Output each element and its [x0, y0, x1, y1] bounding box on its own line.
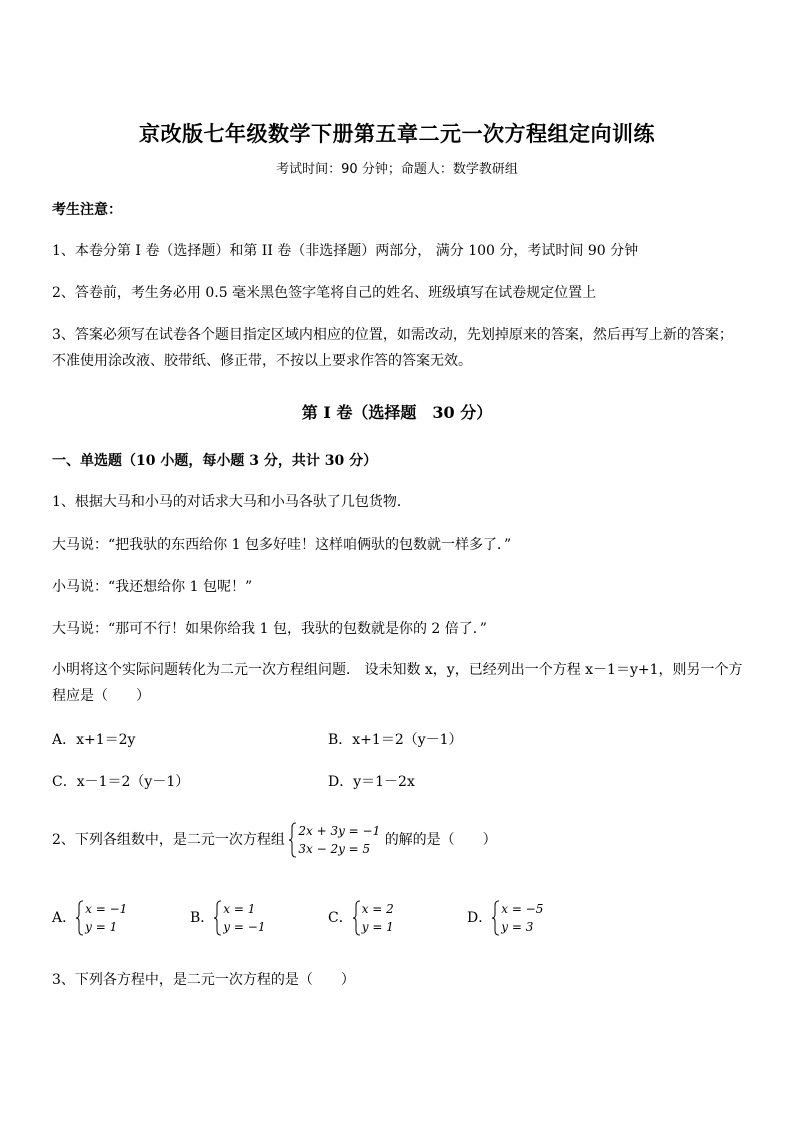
q2-option-a-eq-2: y = 1	[85, 920, 118, 934]
left-brace-icon	[353, 900, 361, 936]
q3-stem: 3、下列各方程中，是二元一次方程的是（ ）	[52, 972, 355, 988]
q2-system-eq-2: 3x − 2y = 5	[298, 842, 371, 856]
q2-option-d-eq-2: y = 3	[501, 920, 534, 934]
q2-stem	[52, 822, 497, 858]
q2-option-b[interactable]	[190, 900, 265, 936]
q1-stem: 1、根据大马和小马的对话求大马和小马各驮了几包货物．	[52, 494, 411, 510]
q2-option-c-eq-1: x = 2	[361, 902, 394, 916]
notice-item-1: 1、本卷分第 I 卷（选择题）和第 II 卷（非选择题）两部分， 满分 100 分，考试时间 90 分钟	[52, 243, 639, 259]
q2-option-b-eq-2: y = −1	[223, 920, 266, 934]
q2-stem-after: 的解的是（ ）	[384, 832, 497, 848]
q2-option-d-label: D．	[467, 910, 493, 926]
q1-option-c[interactable]: C．x－1＝2（y－1）	[52, 774, 190, 790]
q2-option-a-system	[76, 900, 127, 936]
q2-system	[289, 822, 380, 858]
q2-option-c-eq-2: y = 1	[361, 920, 394, 934]
left-brace-icon	[76, 900, 84, 936]
section-heading: 一、单选题（10 小题，每小题 3 分，共计 30 分）	[52, 453, 378, 469]
notice-heading: 考生注意：	[52, 202, 122, 218]
q2-option-c-system	[353, 900, 394, 936]
page-subtitle: 考试时间：90 分钟；命题人：数学教研组	[276, 162, 518, 177]
q1-option-a[interactable]: A．x+1＝2y	[52, 732, 136, 748]
q1-line-4: 小明将这个实际问题转化为二元一次方程组问题． 设未知数 x，y，已经列出一个方程 x－1＝y+1，则另一个方程应是（ ）	[52, 662, 743, 704]
part1-heading: 第 I 卷（选择题 30 分）	[301, 403, 493, 422]
q2-option-c[interactable]	[328, 900, 394, 936]
left-brace-icon	[492, 900, 500, 936]
q2-option-b-eq-1: x = 1	[223, 902, 256, 916]
q2-option-d-system	[492, 900, 543, 936]
q1-option-b[interactable]: B．x+1＝2（y－1）	[328, 732, 463, 748]
q1-line-1: 大马说：“把我驮的东西给你 1 包多好哇！这样咱俩驮的包数就一样多了．”	[52, 537, 512, 553]
q2-stem-before: 2、下列各组数中，是二元一次方程组	[52, 832, 285, 848]
q2-option-d-eq-1: x = −5	[501, 902, 544, 916]
q2-option-a-label: A．	[52, 910, 77, 926]
q2-option-d[interactable]	[467, 900, 543, 936]
q2-option-b-system	[214, 900, 265, 936]
notice-item-2: 2、答卷前，考生务必用 0.5 毫米黑色签字笔将自己的姓名、班级填写在试卷规定位置上	[52, 285, 597, 301]
q1-line-3: 大马说：“那可不行！如果你给我 1 包，我驮的包数就是你的 2 倍了．”	[52, 621, 487, 637]
q2-option-a-eq-1: x = −1	[85, 902, 128, 916]
q2-system-eq-1: 2x + 3y = −1	[298, 824, 381, 838]
notice-item-3: 3、答案必须写在试卷各个题目指定区域内相应的位置，如需改动，先划掉原来的答案，然后再写上新的答案；不准使用涂改液、胶带纸、修正带，不按以上要求作答的答案无效。	[52, 327, 733, 369]
left-brace-icon	[214, 900, 222, 936]
left-brace-icon	[289, 822, 297, 858]
page-title: 京改版七年级数学下册第五章二元一次方程组定向训练	[139, 121, 655, 146]
q1-line-2: 小马说：“我还想给你 1 包呢！”	[52, 579, 253, 595]
q1-option-d[interactable]: D．y＝1－2x	[328, 774, 415, 790]
q2-option-c-label: C．	[328, 910, 353, 926]
q2-option-b-label: B．	[190, 910, 215, 926]
q2-option-a[interactable]	[52, 900, 127, 936]
